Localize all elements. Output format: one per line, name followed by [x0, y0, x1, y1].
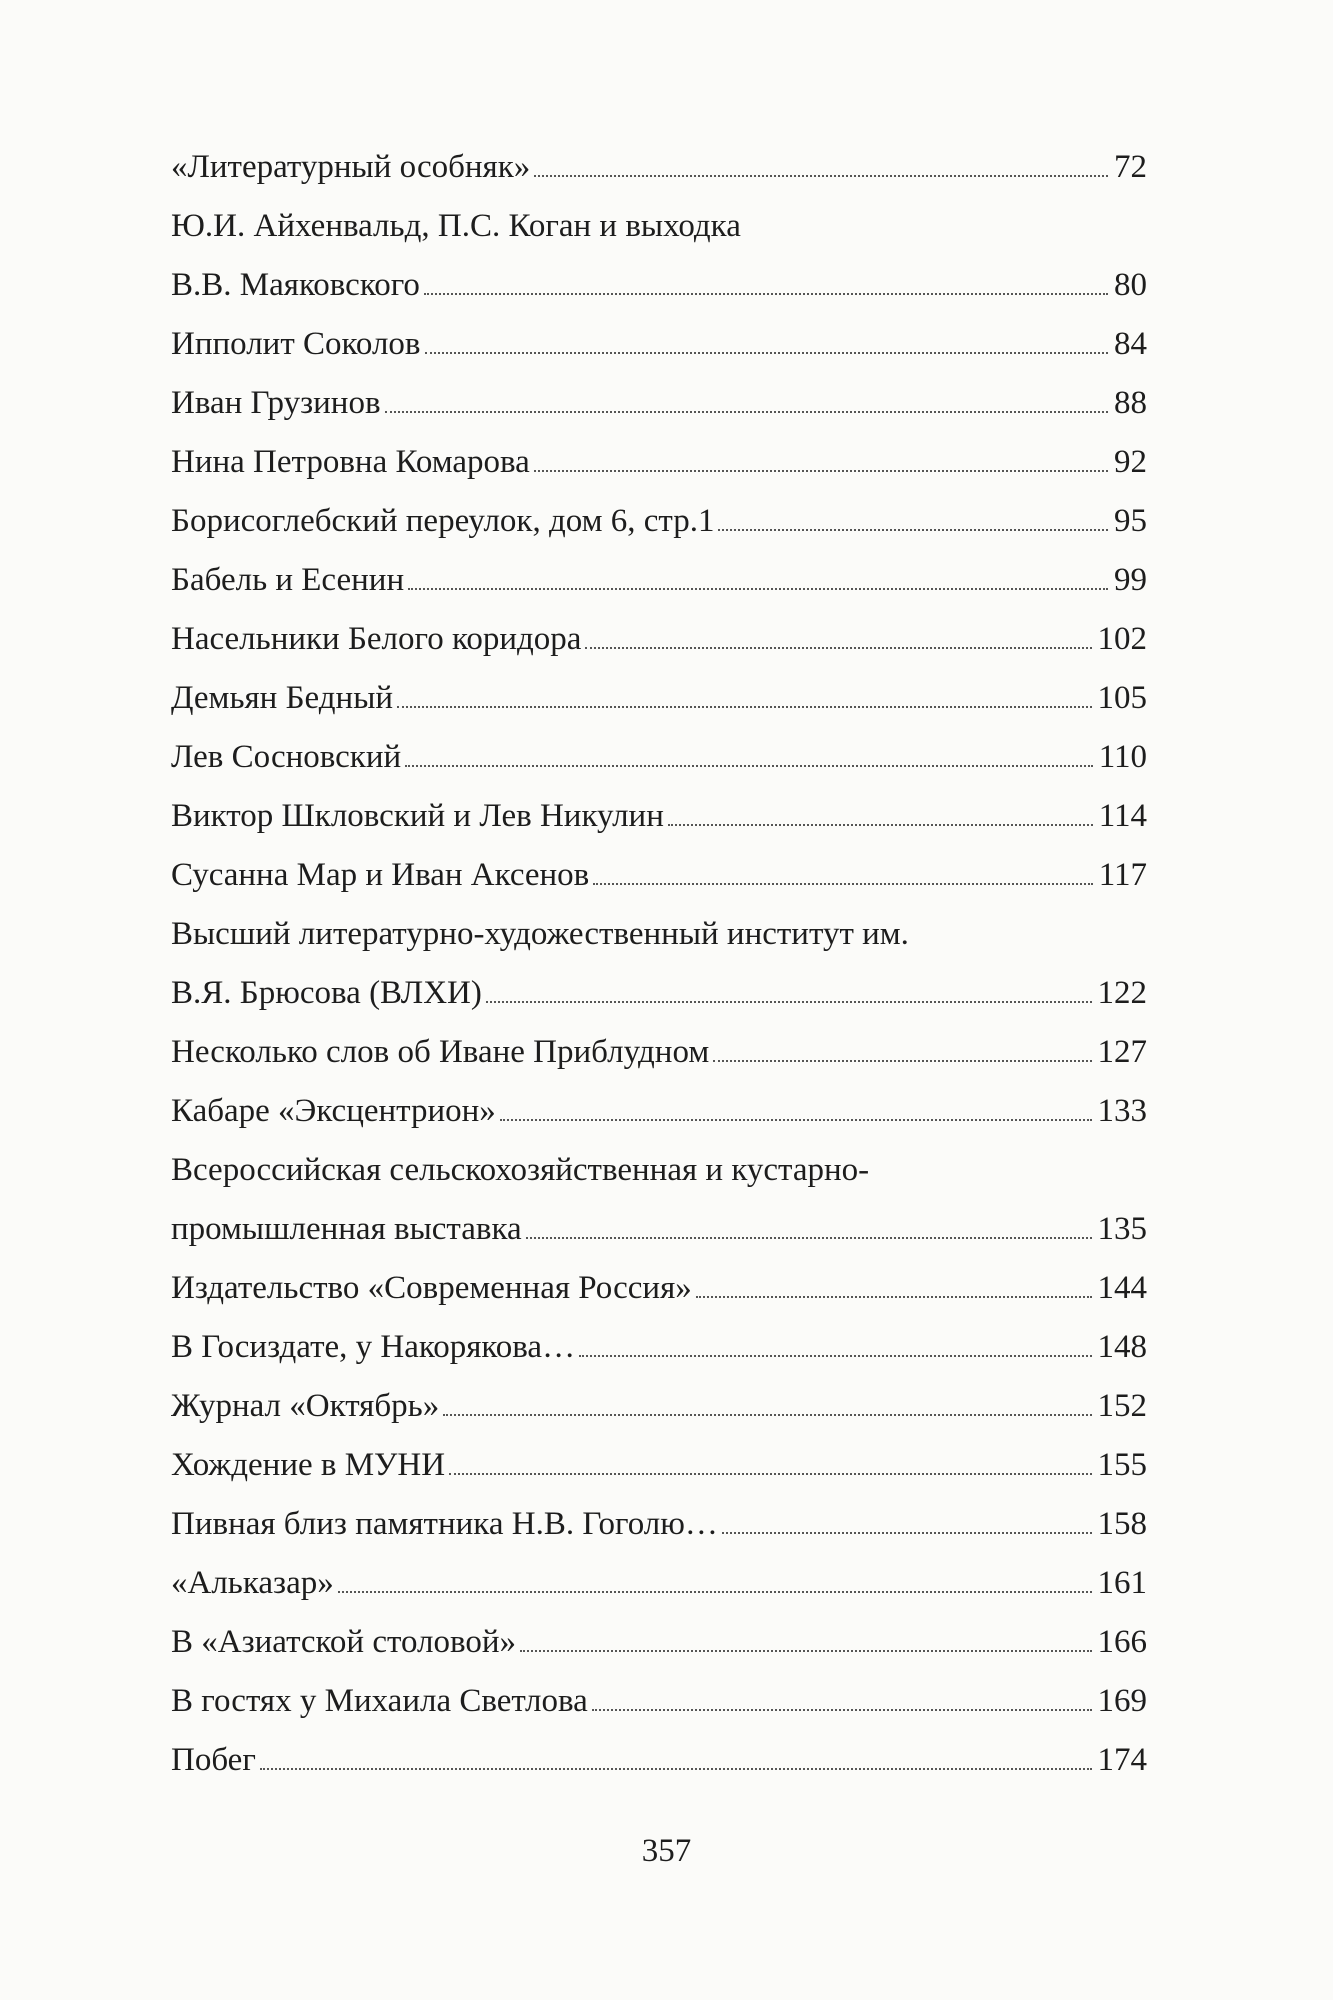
toc-entry — [171, 1680, 1147, 1722]
toc-entry-title: Борисоглебский переулок, дом 6, стр.1 — [171, 503, 715, 539]
toc-entry — [171, 500, 1147, 542]
toc-entry — [171, 1385, 1147, 1427]
toc-entry-page: 155 — [1097, 1447, 1147, 1483]
toc-entry-page: 92 — [1114, 444, 1147, 480]
toc-entry-title-line1: Ю.И. Айхенвальд, П.С. Коган и выходка — [171, 208, 741, 244]
toc-entry-title: Сусанна Мар и Иван Аксенов — [171, 857, 590, 893]
toc-entry-page: 117 — [1098, 857, 1147, 893]
toc-entry — [171, 677, 1147, 719]
toc-entry-title: промышленная выставка — [171, 1211, 522, 1247]
dot-leader — [443, 1414, 1091, 1416]
toc-entry-title: Пивная близ памятника Н.В. Гоголю… — [171, 1506, 718, 1542]
toc-entry — [171, 736, 1147, 778]
toc-entry-title: В Госиздате, у Накорякова… — [171, 1329, 576, 1365]
toc-entry — [171, 559, 1147, 601]
toc-entry-title: В.Я. Брюсова (ВЛХИ) — [171, 975, 482, 1011]
toc-entry — [171, 1444, 1147, 1486]
toc-entry — [171, 1267, 1147, 1309]
dot-leader — [449, 1473, 1091, 1475]
toc-entry-title: Бабель и Есенин — [171, 562, 405, 598]
dot-leader — [397, 706, 1091, 708]
dot-leader — [424, 293, 1108, 295]
toc-entry-page: 95 — [1114, 503, 1147, 539]
toc-entry-page: 148 — [1097, 1329, 1147, 1365]
toc-entry-page: 114 — [1098, 798, 1147, 834]
toc-entry-page: 174 — [1097, 1742, 1147, 1778]
toc-entry-title: В.В. Маяковского — [171, 267, 420, 303]
toc-entry-page: 110 — [1098, 739, 1147, 775]
toc-entry-title-line1: Всероссийская сельскохозяйственная и кустарно- — [171, 1152, 870, 1188]
toc-entry — [171, 382, 1147, 424]
toc-entry — [171, 146, 1147, 188]
toc-entry-page: 133 — [1097, 1093, 1147, 1129]
toc-entry-title-line1: Высший литературно-художественный институт им. — [171, 916, 909, 952]
dot-leader — [520, 1650, 1091, 1652]
toc-entry — [171, 795, 1147, 837]
toc-entry — [171, 1503, 1147, 1545]
toc-entry-page: 84 — [1114, 326, 1147, 362]
dot-leader — [718, 529, 1108, 531]
dot-leader — [500, 1119, 1092, 1121]
toc-entry-title: Демьян Бедный — [171, 680, 394, 716]
toc-entry-page: 80 — [1114, 267, 1147, 303]
dot-leader — [722, 1532, 1092, 1534]
toc-entry-page: 122 — [1097, 975, 1147, 1011]
dot-leader — [486, 1001, 1092, 1003]
toc-entry-page: 161 — [1097, 1565, 1147, 1601]
page-number: 357 — [641, 1833, 692, 1869]
toc-entry — [171, 913, 1147, 1014]
dot-leader — [668, 824, 1093, 826]
toc-entry-page: 144 — [1097, 1270, 1147, 1306]
toc-entry-page: 102 — [1097, 621, 1147, 657]
toc-entry-title: Виктор Шкловский и Лев Никулин — [171, 798, 664, 834]
dot-leader — [534, 175, 1108, 177]
dot-leader — [338, 1591, 1092, 1593]
toc-entry — [171, 618, 1147, 660]
toc-entry-page: 88 — [1114, 385, 1147, 421]
dot-leader — [385, 411, 1108, 413]
toc-entry-page: 166 — [1097, 1624, 1147, 1660]
toc-entry-page: 72 — [1114, 149, 1147, 185]
dot-leader — [425, 352, 1109, 354]
toc-entry-title: Ипполит Соколов — [171, 326, 421, 362]
toc-entry-title: В «Азиатской столовой» — [171, 1624, 517, 1660]
dot-leader — [260, 1768, 1092, 1770]
dot-leader — [585, 647, 1091, 649]
dot-leader — [593, 883, 1092, 885]
toc-entry — [171, 1090, 1147, 1132]
toc-entry-title: Кабаре «Эксцентрион» — [171, 1093, 496, 1129]
toc-entry-title: Несколько слов об Иване Приблудном — [171, 1034, 710, 1070]
toc-entry — [171, 1621, 1147, 1663]
toc-entry — [171, 854, 1147, 896]
toc-entry — [171, 323, 1147, 365]
toc-entry-page: 127 — [1097, 1034, 1147, 1070]
toc-entry-title: «Альказар» — [171, 1565, 334, 1601]
toc-entry-title: Журнал «Октябрь» — [171, 1388, 440, 1424]
dot-leader — [534, 470, 1108, 472]
dot-leader — [713, 1060, 1091, 1062]
toc-entry-title: Побег — [171, 1742, 256, 1778]
dot-leader — [405, 765, 1093, 767]
toc-entry-title: Иван Грузинов — [171, 385, 381, 421]
dot-leader — [526, 1237, 1092, 1239]
toc-entry-title: Издательство «Современная Россия» — [171, 1270, 692, 1306]
dot-leader — [592, 1709, 1092, 1711]
toc-entry — [171, 1031, 1147, 1073]
dot-leader — [408, 588, 1108, 590]
toc-entry-page: 169 — [1097, 1683, 1147, 1719]
toc-entry — [171, 1149, 1147, 1250]
dot-leader — [579, 1355, 1091, 1357]
toc-entry-title: Насельники Белого коридора — [171, 621, 582, 657]
toc-entry-page: 99 — [1114, 562, 1147, 598]
toc-entry — [171, 441, 1147, 483]
table-of-contents — [171, 146, 1147, 1798]
toc-entry-page: 158 — [1097, 1506, 1147, 1542]
dot-leader — [696, 1296, 1092, 1298]
toc-entry-page: 135 — [1097, 1211, 1147, 1247]
toc-entry-title: Хождение в МУНИ — [171, 1447, 446, 1483]
toc-entry — [171, 205, 1147, 306]
toc-entry — [171, 1739, 1147, 1781]
toc-entry-title: Лев Сосновский — [171, 739, 402, 775]
toc-entry-page: 152 — [1097, 1388, 1147, 1424]
toc-entry-title: Нина Петровна Комарова — [171, 444, 530, 480]
toc-entry-title: «Литературный особняк» — [171, 149, 531, 185]
toc-entry — [171, 1326, 1147, 1368]
toc-entry-page: 105 — [1097, 680, 1147, 716]
toc-entry-title: В гостях у Михаила Светлова — [171, 1683, 588, 1719]
toc-entry — [171, 1562, 1147, 1604]
